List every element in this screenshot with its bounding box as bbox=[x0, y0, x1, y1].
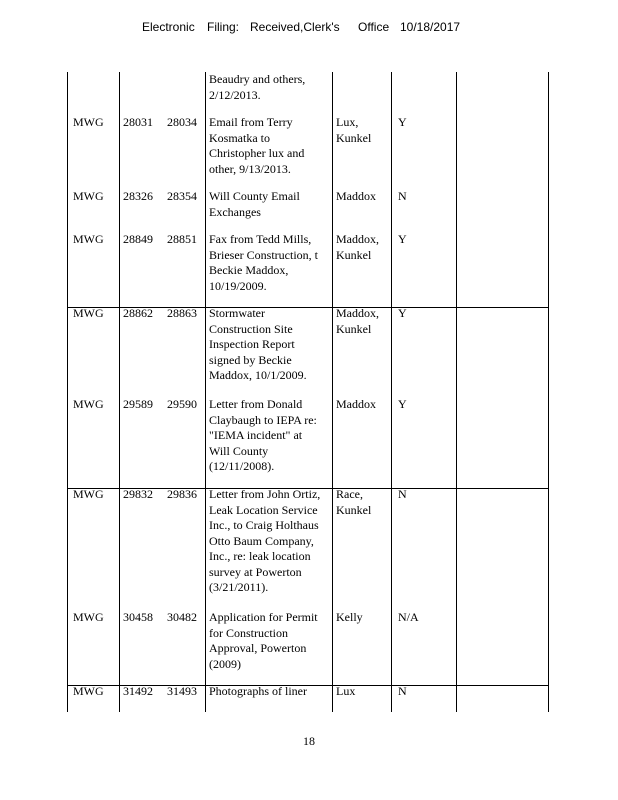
table-cell-flag: Y bbox=[398, 397, 407, 411]
header-electronic: Electronic bbox=[142, 20, 195, 34]
table-column-divider bbox=[456, 72, 457, 712]
table-cell-bates-end: 29836 bbox=[167, 487, 197, 501]
table-cell-description: Letter from John Ortiz, Leak Location Service Inc., to Craig Holthaus Otto Baum Company, Inc., re: leak location survey at Powerton (3/21/2011). bbox=[209, 487, 321, 594]
table-cell-party: MWG bbox=[73, 397, 104, 411]
table-column-divider bbox=[119, 72, 120, 712]
table-cell-bates-begin: 28326 bbox=[123, 189, 153, 203]
page-number: 18 bbox=[303, 734, 315, 748]
table-cell-flag: N bbox=[398, 684, 407, 698]
table-cell-bates-end: 28354 bbox=[167, 189, 197, 203]
table-cell-witness: Lux, Kunkel bbox=[336, 115, 372, 145]
table-cell-description: Email from Terry Kosmatka to Christopher lux and other, 9/13/2013. bbox=[209, 115, 305, 176]
table-cell-bates-begin: 29589 bbox=[123, 397, 153, 411]
table-cell-flag: N bbox=[398, 487, 407, 501]
table-cell-bates-begin: 30458 bbox=[123, 610, 153, 624]
table-cell-flag: Y bbox=[398, 306, 407, 320]
filing-stamp-header bbox=[0, 20, 618, 36]
table-cell-flag: N/A bbox=[398, 610, 419, 624]
table-cell-party: MWG bbox=[73, 610, 104, 624]
table-cell-description: Will County Email Exchanges bbox=[209, 189, 300, 219]
table-cell-witness: Lux bbox=[336, 684, 356, 698]
table-cell-witness: Maddox bbox=[336, 397, 376, 411]
table-cell-description: Letter from Donald Claybaugh to IEPA re: "IEMA incident" at Will County (12/11/2008). bbox=[209, 397, 317, 473]
table-cell-witness: Maddox, Kunkel bbox=[336, 306, 379, 336]
table-column-divider bbox=[332, 72, 333, 712]
table-cell-witness: Maddox bbox=[336, 189, 376, 203]
table-cell-description: Beaudry and others, 2/12/2013. bbox=[209, 72, 306, 102]
table-cell-bates-end: 28851 bbox=[167, 232, 197, 246]
table-cell-flag: N bbox=[398, 189, 407, 203]
table-cell-bates-end: 28863 bbox=[167, 306, 197, 320]
table-cell-flag: Y bbox=[398, 115, 407, 129]
table-cell-party: MWG bbox=[73, 487, 104, 501]
table-cell-party: MWG bbox=[73, 115, 104, 129]
table-cell-bates-end: 31493 bbox=[167, 684, 197, 698]
table-cell-flag: Y bbox=[398, 232, 407, 246]
table-column-divider bbox=[205, 72, 206, 712]
table-cell-witness: Maddox, Kunkel bbox=[336, 232, 379, 262]
table-cell-party: MWG bbox=[73, 232, 104, 246]
table-cell-description: Photographs of liner bbox=[209, 684, 307, 698]
table-cell-bates-begin: 28849 bbox=[123, 232, 153, 246]
table-cell-description: Stormwater Construction Site Inspection Report signed by Beckie Maddox, 10/1/2009. bbox=[209, 306, 307, 382]
table-column-divider bbox=[391, 72, 392, 712]
table-cell-witness: Kelly bbox=[336, 610, 363, 624]
table-cell-witness: Race, Kunkel bbox=[336, 487, 372, 517]
table-cell-bates-end: 29590 bbox=[167, 397, 197, 411]
table-border-left bbox=[67, 72, 68, 712]
table-border-right bbox=[548, 72, 549, 712]
table-cell-party: MWG bbox=[73, 684, 104, 698]
table-cell-party: MWG bbox=[73, 306, 104, 320]
table-cell-bates-end: 30482 bbox=[167, 610, 197, 624]
table-cell-bates-begin: 31492 bbox=[123, 684, 153, 698]
header-office: Office bbox=[358, 20, 390, 34]
header-filing: Filing: bbox=[207, 20, 240, 34]
table-cell-bates-begin: 29832 bbox=[123, 487, 153, 501]
table-cell-description: Application for Permit for Construction Approval, Powerton (2009) bbox=[209, 610, 318, 671]
table-cell-description: Fax from Tedd Mills, Brieser Construction, t Beckie Maddox, 10/19/2009. bbox=[209, 232, 318, 293]
table-cell-party: MWG bbox=[73, 189, 104, 203]
header-received-clerks: Received,Clerk's bbox=[250, 20, 340, 34]
table-cell-bates-begin: 28031 bbox=[123, 115, 153, 129]
table-cell-bates-begin: 28862 bbox=[123, 306, 153, 320]
table-cell-bates-end: 28034 bbox=[167, 115, 197, 129]
header-date: 10/18/2017 bbox=[400, 20, 461, 34]
